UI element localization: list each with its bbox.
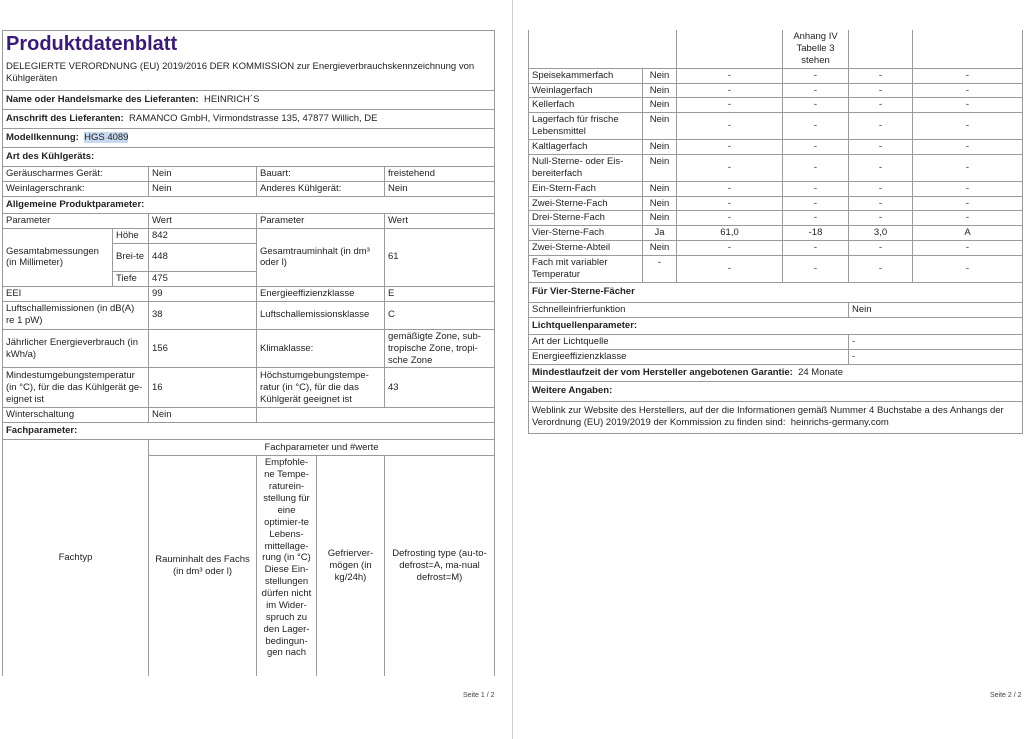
compartment-present: Nein: [643, 83, 677, 98]
compartment-temp: -: [783, 241, 849, 256]
value-header-left: Wert: [149, 214, 257, 229]
compartment-volume: -: [677, 196, 783, 211]
page-title: Produktdatenblatt: [6, 33, 178, 55]
light-heading: Lichtquellenparameter:: [529, 317, 1023, 334]
compartment-present: Ja: [643, 226, 677, 241]
compartment-row: [529, 226, 1023, 241]
compartment-defrost: -: [913, 256, 1023, 283]
winter-label: Winterschaltung: [3, 408, 149, 423]
annual-energy-label: Jährlicher Energieverbrauch (in kWh/a): [3, 329, 149, 368]
supplier-value: HEINRICH´S: [204, 94, 260, 106]
weblink-row: [529, 401, 1023, 433]
compartment-volume: 61,0: [677, 226, 783, 241]
continued-spacer-volume: [677, 30, 783, 68]
compartment-volume: -: [677, 68, 783, 83]
fast-freeze-label: Schnelleinfrierfunktion: [529, 302, 849, 317]
compartment-temp: -: [783, 68, 849, 83]
noise-class-value: C: [385, 301, 495, 329]
model-row: [3, 129, 495, 148]
compartment-type: Vier-Sterne-Fach: [529, 226, 643, 241]
compartment-defrost: -: [913, 98, 1023, 113]
compartment-volume: -: [677, 154, 783, 181]
compartment-defrost: -: [913, 68, 1023, 83]
min-temp-label: Mindestumgebungstemperatur (in °C), für die das Kühlgerät ge-eignet ist: [3, 368, 149, 408]
datasheet-page-2: [528, 30, 1023, 434]
light-type-value: -: [849, 334, 1023, 349]
compartment-freeze: 3,0: [849, 226, 913, 241]
total-volume-value: 61: [385, 229, 495, 287]
compartment-type: Speisekammerfach: [529, 68, 643, 83]
regulation-subtitle: DELEGIERTE VERORDNUNG (EU) 2019/2016 DER KOMMISSION zur Energieverbrauchskennzeichnung von Kühlgeräten: [6, 61, 475, 84]
compartment-row: [529, 113, 1023, 140]
compartment-rows: [529, 68, 1023, 282]
winter-spacer: [257, 408, 495, 423]
compartment-defrost: A: [913, 226, 1023, 241]
compartment-freeze: -: [849, 113, 913, 140]
other-appliance-value: Nein: [385, 182, 495, 197]
appliance-type-heading: Art des Kühlgeräts:: [3, 148, 495, 167]
warranty-label: Mindestlaufzeit der vom Hersteller angebotenen Garantie:: [532, 366, 793, 378]
compartment-temp: -: [783, 140, 849, 155]
compartment-type: Zwei-Sterne-Abteil: [529, 241, 643, 256]
recommended-temp-header: Empfohle-ne Tempe-raturein-stellung für eine optimier-te Lebens-mittellage-rung (in °C) Diese Ein-stellungen dürfen nicht im Wider-spruch zu den Lager-bedingun-gen nach: [257, 456, 317, 676]
wine-cabinet-value: Nein: [149, 182, 257, 197]
design-label: Bauart:: [257, 167, 385, 182]
compartment-type: Ein-Stern-Fach: [529, 181, 643, 196]
compartment-defrost: -: [913, 140, 1023, 155]
compartment-temp: -: [783, 196, 849, 211]
model-label: Modellkennung:: [6, 132, 79, 144]
defrosting-header: Defrosting type (au-to-defrost=A, ma-nual defrost=M): [385, 456, 495, 676]
total-volume-label: Gesamtrauminhalt (in dm³ oder l): [257, 229, 385, 287]
max-temp-label: Höchstumgebungstempe-ratur (in °C), für die das Kühlgerät geeignet ist: [257, 368, 385, 408]
general-params-heading: Allgemeine Produktparameter:: [3, 197, 495, 214]
param-header-left: Parameter: [3, 214, 149, 229]
compartment-defrost: -: [913, 181, 1023, 196]
compartment-freeze: -: [849, 154, 913, 181]
other-appliance-label: Anderes Kühlgerät:: [257, 182, 385, 197]
compartment-type: Null-Sterne- oder Eis-bereiterfach: [529, 154, 643, 181]
supplier-row: [3, 91, 495, 110]
compartment-temp: -: [783, 98, 849, 113]
depth-label: Tiefe: [113, 271, 149, 286]
noise-value: 38: [149, 301, 257, 329]
width-value: 448: [149, 243, 257, 271]
compartment-freeze: -: [849, 68, 913, 83]
compartment-type-header: Fachtyp: [3, 440, 149, 676]
compartment-present: Nein: [643, 241, 677, 256]
compartment-temp: -: [783, 154, 849, 181]
compartment-heading: Fachparameter:: [3, 423, 495, 440]
compartment-freeze: -: [849, 241, 913, 256]
compartment-present: Nein: [643, 98, 677, 113]
low-noise-label: Geräuscharmes Gerät:: [3, 167, 149, 182]
weblink-url[interactable]: heinrichs-germany.com: [790, 417, 889, 429]
compartment-params-header: Fachparameter und #werte: [149, 440, 495, 456]
compartment-type: Fach mit variabler Temperatur: [529, 256, 643, 283]
noise-class-label: Luftschallemissionsklasse: [257, 301, 385, 329]
compartment-volume: -: [677, 83, 783, 98]
compartment-type: Drei-Sterne-Fach: [529, 211, 643, 226]
compartment-row: [529, 83, 1023, 98]
datasheet-page-1: [2, 30, 495, 676]
compartment-row: [529, 68, 1023, 83]
noise-label: Luftschallemissionen (in dB(A) re 1 pW): [3, 301, 149, 329]
additional-heading: Weitere Angaben:: [529, 381, 1023, 401]
depth-value: 475: [149, 271, 257, 286]
compartment-freeze: -: [849, 196, 913, 211]
compartment-row: [529, 98, 1023, 113]
compartment-freeze: -: [849, 98, 913, 113]
compartment-present: Nein: [643, 68, 677, 83]
warranty-value: 24 Monate: [798, 366, 843, 378]
compartment-freeze: -: [849, 256, 913, 283]
compartment-temp: -: [783, 113, 849, 140]
compartment-volume: -: [677, 211, 783, 226]
compartment-present: Nein: [643, 154, 677, 181]
eei-value: 99: [149, 286, 257, 301]
weblink-text: Weblink zur Website des Herstellers, auf der die Informationen gemäß Nummer 4 Buchstabe a des Anhangs der Verordnung (EU) 2019/2019 der Kommission zu finden sind:: [532, 405, 1004, 429]
compartment-type: Kellerfach: [529, 98, 643, 113]
annual-energy-value: 156: [149, 329, 257, 368]
compartment-row: [529, 196, 1023, 211]
compartment-defrost: -: [913, 113, 1023, 140]
param-header-right: Parameter: [257, 214, 385, 229]
compartment-row: [529, 181, 1023, 196]
compartment-volume: -: [677, 140, 783, 155]
wine-cabinet-label: Weinlagerschrank:: [3, 182, 149, 197]
fast-freeze-value: Nein: [849, 302, 1023, 317]
compartment-type: Kaltlagerfach: [529, 140, 643, 155]
compartment-present: Nein: [643, 211, 677, 226]
energy-class-value: E: [385, 286, 495, 301]
height-label: Höhe: [113, 229, 149, 244]
freezing-capacity-header: Gefrierver-mögen (in kg/24h): [317, 456, 385, 676]
address-row: [3, 110, 495, 129]
compartment-volume: -: [677, 256, 783, 283]
compartment-temp: -: [783, 211, 849, 226]
compartment-temp: -: [783, 256, 849, 283]
compartment-freeze: -: [849, 181, 913, 196]
max-temp-value: 43: [385, 368, 495, 408]
compartment-row: [529, 211, 1023, 226]
compartment-row: [529, 154, 1023, 181]
compartment-temp: -: [783, 83, 849, 98]
address-label: Anschrift des Lieferanten:: [6, 113, 124, 125]
continued-spacer: [529, 30, 677, 68]
compartment-volume: -: [677, 98, 783, 113]
continued-spacer-defrost: [913, 30, 1023, 68]
compartment-volume: -: [677, 241, 783, 256]
light-type-label: Art der Lichtquelle: [529, 334, 849, 349]
compartment-defrost: -: [913, 83, 1023, 98]
compartment-freeze: -: [849, 211, 913, 226]
design-value: freistehend: [385, 167, 495, 182]
climate-value: gemäßigte Zone, sub-tropische Zone, tropi-sche Zone: [385, 329, 495, 368]
height-value: 842: [149, 229, 257, 244]
compartment-volume: -: [677, 113, 783, 140]
compartment-volume: -: [677, 181, 783, 196]
compartment-row: [529, 256, 1023, 283]
title-cell: [3, 31, 495, 91]
dimensions-label: Gesamtabmessungen (in Millimeter): [3, 229, 113, 287]
page-number-2: Seite 2 / 2: [990, 692, 1022, 699]
compartment-volume-header: Rauminhalt des Fachs (in dm³ oder l): [149, 456, 257, 676]
light-class-value: -: [849, 349, 1023, 364]
compartment-defrost: -: [913, 154, 1023, 181]
compartment-type: Weinlagerfach: [529, 83, 643, 98]
value-header-right: Wert: [385, 214, 495, 229]
page-number-1: Seite 1 / 2: [463, 692, 495, 699]
compartment-present: -: [643, 256, 677, 283]
energy-class-label: Energieeffizienzklasse: [257, 286, 385, 301]
min-temp-value: 16: [149, 368, 257, 408]
page-divider: [512, 0, 513, 739]
four-star-heading: Für Vier-Sterne-Fächer: [529, 282, 1023, 302]
winter-value: Nein: [149, 408, 257, 423]
compartment-temp: -: [783, 181, 849, 196]
low-noise-value: Nein: [149, 167, 257, 182]
compartment-defrost: -: [913, 211, 1023, 226]
light-class-label: Energieeffizienzklasse: [529, 349, 849, 364]
compartment-freeze: -: [849, 140, 913, 155]
compartment-defrost: -: [913, 196, 1023, 211]
climate-label: Klimaklasse:: [257, 329, 385, 368]
compartment-type: Lagerfach für frische Lebensmittel: [529, 113, 643, 140]
continued-spacer-freeze: [849, 30, 913, 68]
eei-label: EEI: [3, 286, 149, 301]
compartment-present: Nein: [643, 113, 677, 140]
model-value[interactable]: HGS 4089: [84, 132, 129, 144]
address-value: RAMANCO GmbH, Virmondstrasse 135, 47877 Willich, DE: [129, 113, 378, 125]
supplier-label: Name oder Handelsmarke des Lieferanten:: [6, 94, 199, 106]
width-label: Brei-te: [113, 243, 149, 271]
warranty-row: [529, 364, 1023, 381]
compartment-temp: -18: [783, 226, 849, 241]
compartment-row: [529, 140, 1023, 155]
compartment-type: Zwei-Sterne-Fach: [529, 196, 643, 211]
compartment-defrost: -: [913, 241, 1023, 256]
compartment-present: Nein: [643, 196, 677, 211]
compartment-present: Nein: [643, 140, 677, 155]
continued-header: Anhang IV Tabelle 3 stehen: [783, 30, 849, 68]
compartment-present: Nein: [643, 181, 677, 196]
compartment-freeze: -: [849, 83, 913, 98]
compartment-row: [529, 241, 1023, 256]
